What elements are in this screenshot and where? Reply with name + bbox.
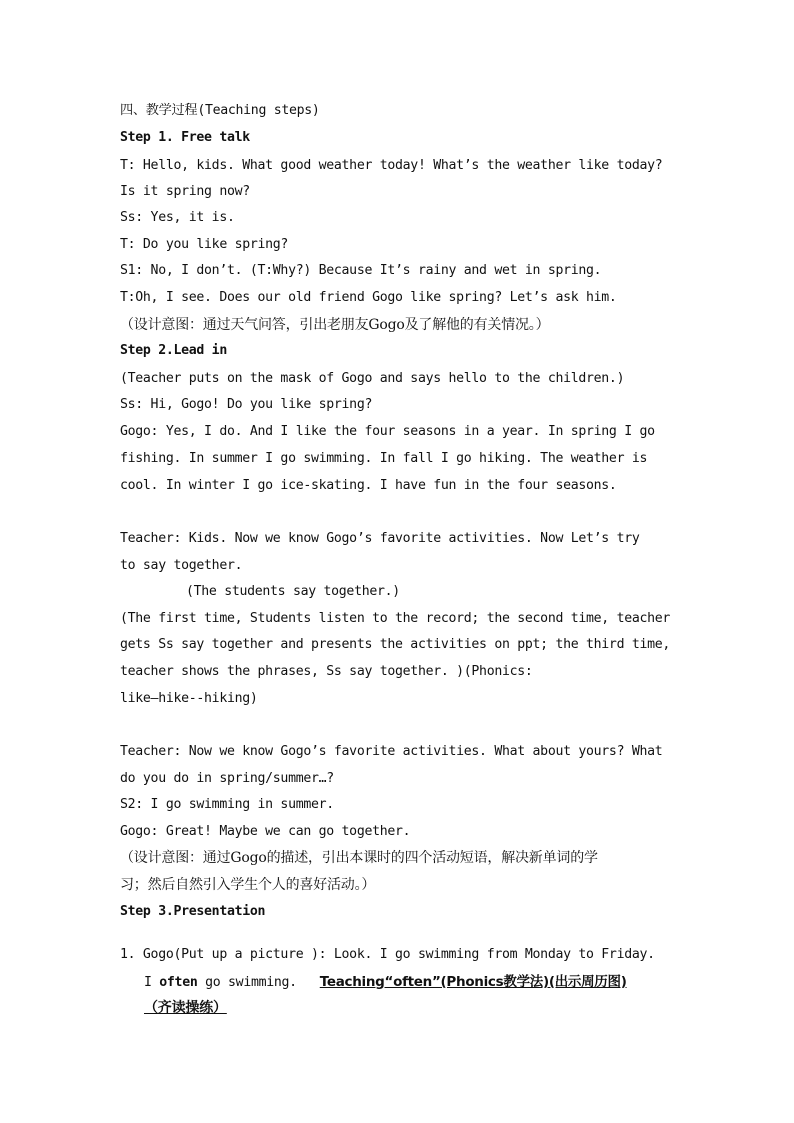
choral-reading-note: （齐读操练） [144,1000,227,1016]
item1-mid-text: go swimming. [197,975,297,990]
teaching-often-underlined: Teaching“often”(Phonics教学法)(出示周历图) [319,974,627,990]
step2-line: Teacher: Now we know Gogo’s favorite activities. What about yours? What [120,744,663,759]
step1-title: Step 1. Free talk [120,130,250,145]
step1-line: T: Hello, kids. What good weather today! What’s the weather like today? [120,158,663,173]
design-intent-note: （设计意图：通过Gogo的描述，引出本课时的四个活动短语，解决新单词的学 [120,850,598,866]
step1-line: T:Oh, I see. Does our old friend Gogo like spring? Let’s ask him. [120,290,617,305]
often-keyword: often [159,975,198,990]
step1-line: Ss: Yes, it is. [120,210,235,225]
step2-line: (The students say together.) [186,584,400,599]
step2-line: Teacher: Kids. Now we know Gogo’s favorite activities. Now Let’s try [120,531,640,546]
step2-line: (Teacher puts on the mask of Gogo and says hello to the children.) [120,371,625,386]
step2-line: fishing. In summer I go swimming. In fall I go hiking. The weather is [120,451,648,466]
step2-line: Gogo: Yes, I do. And I like the four seasons in a year. In spring I go [120,424,655,439]
step3-title: Step 3.Presentation [120,904,266,919]
step2-line: Gogo: Great! Maybe we can go together. [120,824,411,839]
step1-line: Is it spring now? [120,184,250,199]
section-heading: 四、教学过程(Teaching steps) [120,103,320,118]
step3-item1-line2 [144,973,676,992]
step1-line: T: Do you like spring? [120,237,289,252]
step2-line: gets Ss say together and presents the activities on ppt; the third time, [120,637,671,652]
item1-pre-text: I [144,975,160,990]
step2-line: to say together. [120,558,243,573]
step3-item1-line3 [144,999,676,1017]
step2-line: do you do in spring/summer…? [120,771,334,786]
step1-line: S1: No, I don’t. (T:Why?) Because It’s rainy and wet in spring. [120,263,602,278]
design-intent-note: （设计意图：通过天气问答，引出老朋友Gogo及了解他的有关情况。） [120,317,550,333]
step2-line: Ss: Hi, Gogo! Do you like spring? [120,397,373,412]
step2-title: Step 2.Lead in [120,343,227,358]
step3-item1-line: 1. Gogo(Put up a picture ): Look. I go swimming from Monday to Friday. [120,947,655,962]
step2-line: S2: I go swimming in summer. [120,797,334,812]
design-intent-note: 习；然后自然引入学生个人的喜好活动。） [120,877,376,893]
step2-line: cool. In winter I go ice-skating. I have fun in the four seasons. [120,478,617,493]
step2-line: teacher shows the phrases, Ss say together. )(Phonics: [120,664,533,679]
step2-line: (The first time, Students listen to the record; the second time, teacher [120,611,671,626]
step2-line: like—hike--hiking) [120,691,258,706]
